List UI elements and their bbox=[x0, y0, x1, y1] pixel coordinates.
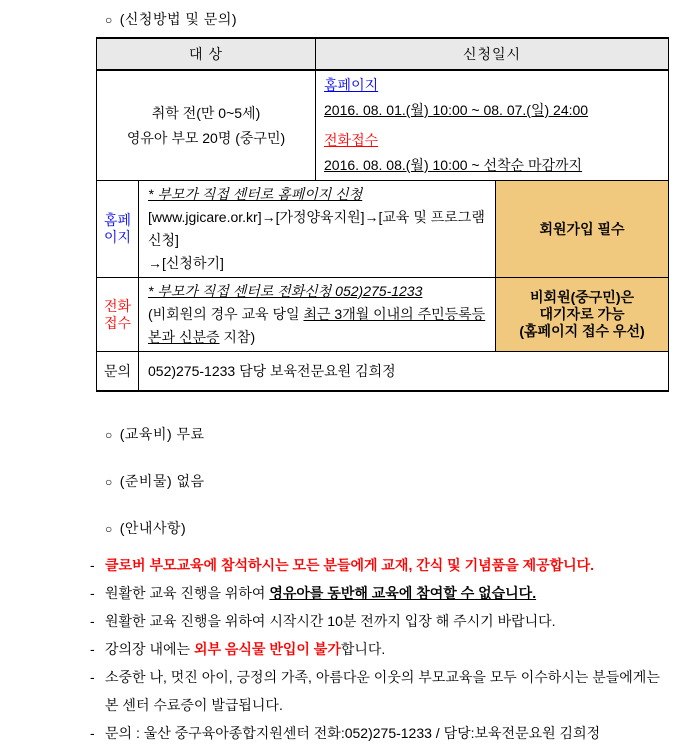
header-datetime: 신청일시 bbox=[316, 38, 669, 70]
header-target: 대 상 bbox=[97, 38, 316, 70]
table-header-row bbox=[97, 38, 669, 70]
table-row-phone bbox=[97, 278, 669, 352]
target-cell bbox=[97, 70, 316, 181]
dash-marker: - bbox=[90, 725, 95, 741]
target-line1: 취학 전(만 0~5세) bbox=[151, 104, 261, 121]
apply-heading-text: (신청방법 및 문의) bbox=[119, 11, 238, 27]
section-heading-fee bbox=[105, 425, 677, 443]
web-apply-period: 2016. 08. 01.(월) 10:00 ~ 08. 07.(일) 24:00 bbox=[324, 102, 589, 118]
table-row-target bbox=[97, 70, 669, 181]
inquiry-row-label: 문의 bbox=[97, 352, 139, 392]
dash-marker: - bbox=[90, 557, 95, 573]
notice-list bbox=[90, 551, 665, 747]
phone-method-cell bbox=[139, 278, 496, 352]
membership-required-cell: 회원가입 필수 bbox=[496, 181, 669, 278]
web-apply-label: 홈페이지 bbox=[324, 77, 379, 93]
circle-marker-icon: ○ bbox=[105, 13, 113, 27]
dash-marker: - bbox=[90, 585, 95, 601]
homepage-path-line1: [www.jgicare.or.kr]→[가정양육지원]→[교육 및 프로그램 신청] bbox=[148, 209, 485, 248]
phone-apply-period: 2016. 08. 08.(월) 10:00 ~ 선착순 마감까지 bbox=[324, 157, 583, 173]
notice-item-certificate: - 소중한 나, 멋진 아이, 긍정의 가족, 아름다운 이웃의 부모교육을 모두 이수하시는 분들에게는 본 센터 수료증이 발급됩니다. bbox=[90, 663, 665, 719]
phone-row-label: 전화 접수 bbox=[97, 278, 139, 352]
target-line2: 영유아 부모 20명 (중구민) bbox=[126, 129, 286, 146]
notice-item-no-children: - 원활한 교육 진행을 위하여 영유아를 동반해 교육에 참여할 수 없습니다. bbox=[90, 579, 665, 607]
dash-marker: - bbox=[90, 669, 95, 685]
phone-note: * 부모가 직접 센터로 전화신청 052)275-1233 bbox=[148, 283, 423, 299]
fee-heading-text: (교육비) 무료 bbox=[119, 426, 205, 442]
homepage-row-label: 홈페 이지 bbox=[97, 181, 139, 278]
table-row-inquiry bbox=[97, 352, 669, 392]
application-info-table bbox=[96, 37, 669, 392]
notice-item-contact: - 문의 : 울산 중구육아종합지원센터 전화:052)275-1233 / 담당:보육전문요원 김희정 bbox=[90, 719, 665, 747]
dash-marker: - bbox=[90, 613, 95, 629]
schedule-cell bbox=[316, 70, 669, 181]
circle-marker-icon: ○ bbox=[105, 522, 113, 536]
table-row-homepage bbox=[97, 181, 669, 278]
circle-marker-icon: ○ bbox=[105, 428, 113, 442]
circle-marker-icon: ○ bbox=[105, 475, 113, 489]
section-heading-supplies bbox=[105, 472, 677, 490]
section-heading-notice bbox=[105, 519, 677, 537]
phone-apply-label: 전화접수 bbox=[324, 132, 379, 148]
inquiry-contact: 052)275-1233 담당 보육전문요원 김희정 bbox=[139, 352, 669, 392]
section-heading-apply bbox=[105, 10, 677, 28]
notice-item-no-food: - 강의장 내에는 외부 음식물 반입이 불가합니다. bbox=[90, 635, 665, 663]
supplies-heading-text: (준비물) 없음 bbox=[119, 473, 205, 489]
notice-item-arrival-time: - 원활한 교육 진행을 위하여 시작시간 10분 전까지 입장 해 주시기 바랍니다. bbox=[90, 607, 665, 635]
homepage-path-line2: →[신청하기] bbox=[148, 255, 224, 271]
nonmember-waitlist-cell: 비회원(중구민)은 대기자로 가능 (홈페이지 접수 우선) bbox=[496, 278, 669, 352]
homepage-method-cell bbox=[139, 181, 496, 278]
dash-marker: - bbox=[90, 641, 95, 657]
notice-heading-text: (안내사항) bbox=[119, 520, 187, 536]
phone-detail: (비회원의 경우 교육 당일 최근 3개월 이내의 주민등록등본과 신분증 지참) bbox=[148, 306, 486, 345]
notice-item-gifts: - 클로버 부모교육에 참석하시는 모든 분들에게 교재, 간식 및 기념품을 제공합니다. bbox=[90, 551, 665, 579]
homepage-note: * 부모가 직접 센터로 홈페이지 신청 bbox=[148, 186, 363, 202]
